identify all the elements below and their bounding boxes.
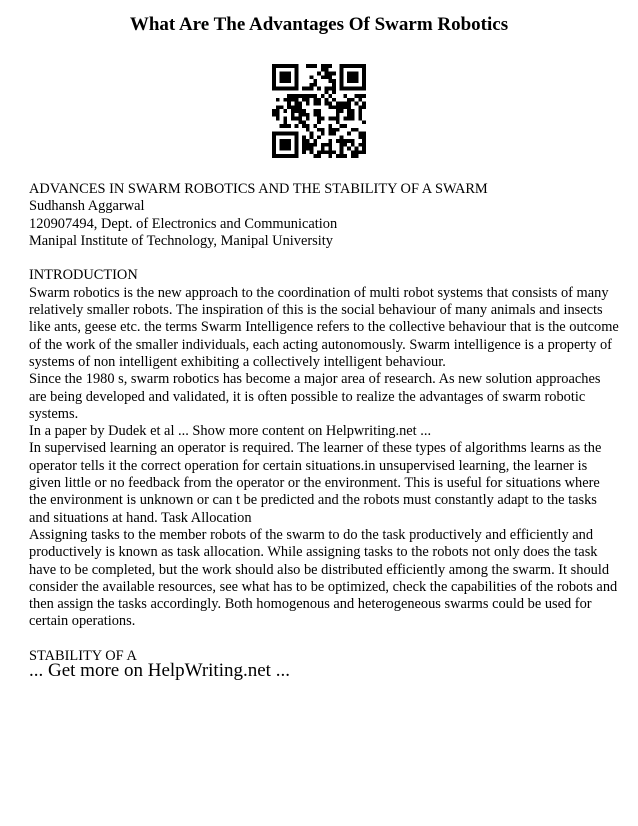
introduction-body <box>29 284 619 631</box>
stability-heading: STABILITY OF A <box>29 648 137 665</box>
introduction-heading: INTRODUCTION <box>29 267 138 284</box>
body-line: like ants, geese etc. the terms Swarm Intelligence refers to the collective behaviour that is the outcome <box>29 319 619 336</box>
header-block <box>29 181 609 250</box>
document-title: What Are The Advantages Of Swarm Robotics <box>129 14 509 35</box>
body-line: Since the 1980 s, swarm robotics has become a major area of research. As new solution approaches <box>29 371 601 388</box>
document-body <box>29 181 619 665</box>
body-line: productively is known as task allocation. While assigning tasks to the robots not only does the task <box>29 544 598 561</box>
institution-line: Manipal Institute of Technology, Manipal University <box>29 232 333 249</box>
body-line: and situations at hand. Task Allocation <box>29 509 252 526</box>
body-line: then assign the tasks accordingly. Both homogenous and heterogeneous swarms could be used for <box>29 596 592 613</box>
body-line: operator tells it the correct operation for certain situations.in unsupervised learning, the learner is <box>29 457 588 474</box>
author-line: Sudhansh Aggarwal <box>29 198 145 215</box>
department-line: 120907494, Dept. of Electronics and Communication <box>29 215 338 232</box>
body-line: given little or no feedback from the operator or the environment. This is useful for situations where <box>29 475 600 492</box>
body-line: systems of non intelligent exhibiting a collectively intelligent behaviour. <box>29 353 446 370</box>
spacer <box>29 250 609 267</box>
body-line: Swarm robotics is the new approach to the coordination of multi robot systems that consists of many <box>29 284 609 301</box>
paper-title-line: ADVANCES IN SWARM ROBOTICS AND THE STABILITY OF A SWARM <box>29 181 488 197</box>
body-line: the environment is unknown or can t be predicted and the robots must constantly adapt to the tasks <box>29 492 597 509</box>
get-more-link[interactable]: ... Get more on HelpWriting.net ... <box>29 660 290 681</box>
body-line: are being developed and validated, it is often possible to realize the advantages of swarm robotic <box>29 388 586 405</box>
body-line: In supervised learning an operator is required. The learner of these types of algorithms learns as the <box>29 440 602 457</box>
qr-code-icon <box>272 64 366 158</box>
body-line: have to be completed, but the work should also be distributed efficiently among the swarm. It should <box>29 561 610 578</box>
body-line: Assigning tasks to the member robots of the swarm to do the task productively and efficiently and <box>29 526 594 543</box>
body-line: In a paper by Dudek et al ... Show more content on Helpwriting.net ... <box>29 423 432 440</box>
body-line: relatively smaller robots. The inspiration of this is the social behaviour of many animals and insects <box>29 302 603 319</box>
spacer <box>29 631 609 648</box>
body-line: of the work of the smaller individuals, each acting autonomously. Swarm intelligence is a property of <box>29 336 612 353</box>
body-line: certain operations. <box>29 613 136 630</box>
body-line: systems. <box>29 405 79 422</box>
body-line: consider the available resources, see what has to be optimized, check the capabilities of the robots and <box>29 578 618 595</box>
